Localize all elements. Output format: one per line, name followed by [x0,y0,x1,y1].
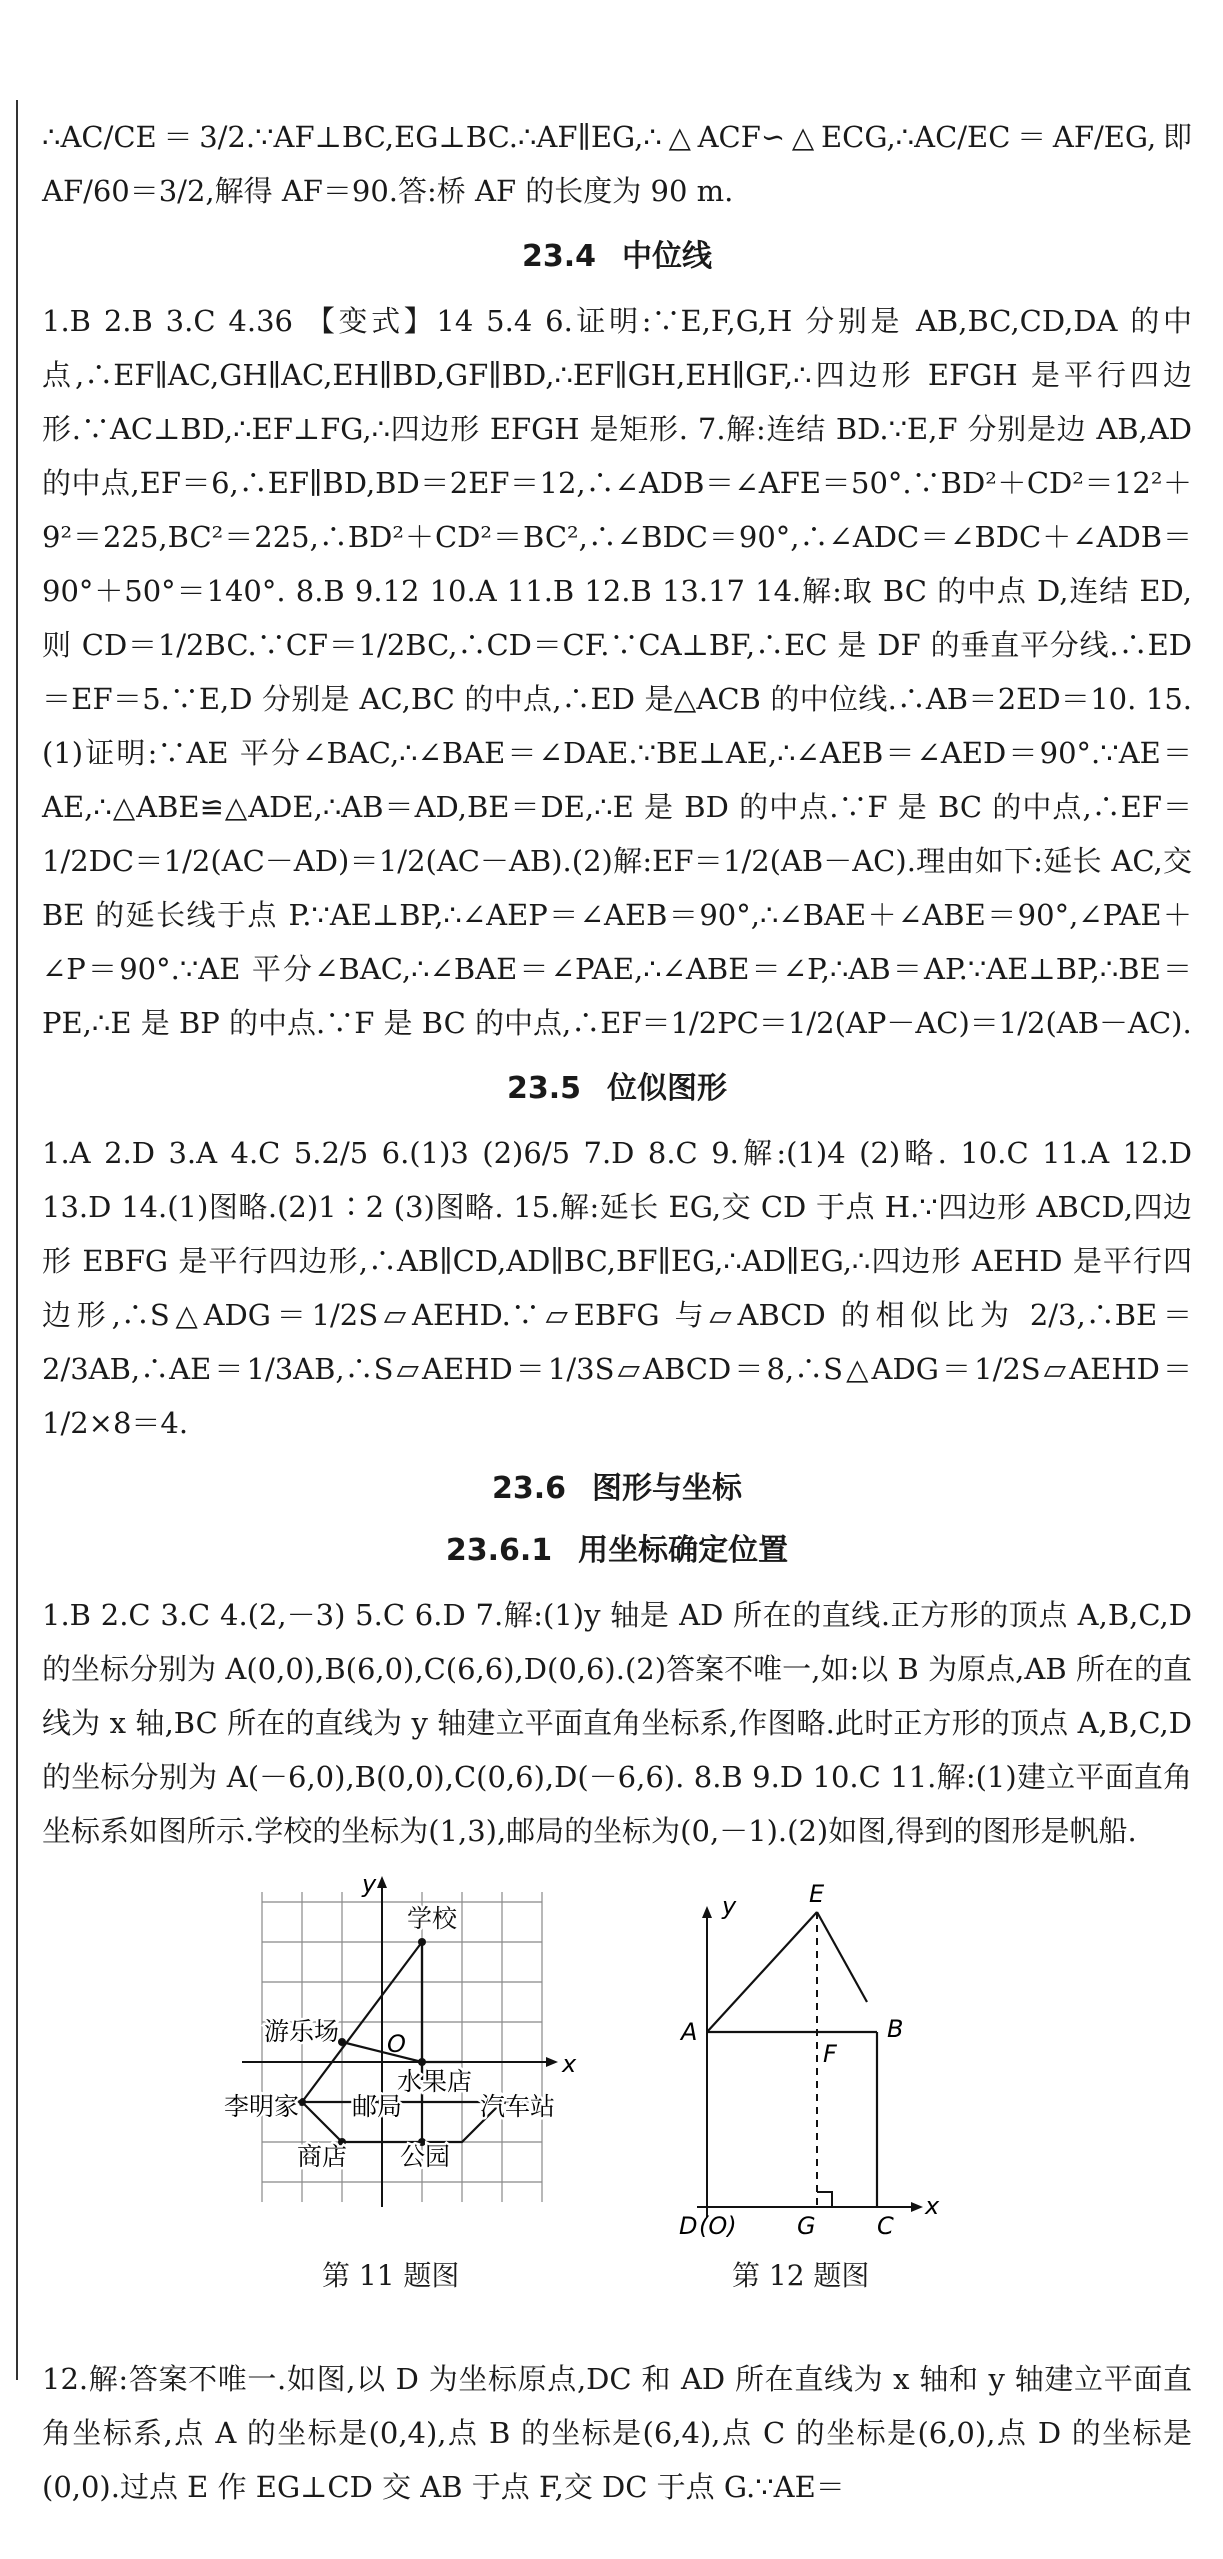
paragraph-question-12: 12.解:答案不唯一.如图,以 D 为坐标原点,DC 和 AD 所在直线为 x 轴和 y 轴建立平面直角坐标系,点 A 的坐标是(0,4),点 B 的坐标是(6,4),点 C 的坐标是(6,0),点 D 的坐标是(0,0).过点 E 作 EG⊥CD 交 AB 于点 F,交 DC 于点 G.∵AE＝ [42,2362,1192,2504]
label-x: x [562,2050,577,2078]
figure-11 [222,1872,642,2316]
label-G: G [797,2212,816,2240]
x-axis-arrow [546,2057,558,2067]
section-heading-23-6-1: 23.6.1 用坐标确定位置 [445,1533,789,1568]
page-left-rule [16,100,18,2380]
x-axis-arrow [911,2202,923,2212]
label-bus-station: 汽车站 [480,2092,556,2121]
label-E: E [809,1880,825,1908]
label-school: 学校 [407,1904,458,1933]
label-A: A [681,2018,698,2046]
label-C: C [877,2212,894,2240]
house-shape [707,1912,877,2207]
figure-12-caption: 第 12 题图 [732,2259,870,2292]
label-F: F [823,2040,837,2068]
figure-11-caption: 第 11 题图 [322,2259,460,2292]
paragraph-23-4-answers: 1.B 2.B 3.C 4.36 【变式】14 5.4 6.证明:∵E,F,G,H 分别是 AB,BC,CD,DA 的中点,∴EF∥AC,GH∥AC,EH∥BD,GF∥BD,∴EF∥GH,EH∥GF,∴四边形 EFGH 是平行四边形.∵AC⊥BD,∴EF⊥FG,∴四边形 EFGH 是矩形. 7.解:连结 BD.∵E,F 分别是边 AB,AD 的中点,EF＝6,∴EF∥BD,BD＝2EF＝12,∴∠ADB＝∠AFE＝50°.∵BD²＋CD²＝12²＋9²＝225,BC²＝225,∴BD²＋CD²＝BC²,∴∠BDC＝90°,∴∠ADC＝∠BDC＋∠ADB＝90°＋50°＝140°. 8.B 9.12 10.A 11.B 12.B 13.17 14.解:取 BC 的中点 D,连结 ED,则 CD＝1/2BC.∵CF＝1/2BC,∴CD＝CF.∵CA⊥BF,∴EC 是 DF 的垂直平分线.∴ED＝EF＝5.∵E,D 分别是 AC,BC 的中点,∴ED 是△ACB 的中位线.∴AB＝2ED＝10. 15.(1)证明:∵AE 平分∠BAC,∴∠BAE＝∠DAE.∵BE⊥AE,∴∠AEB＝∠AED＝90°.∵AE＝AE,∴△ABE≌△ADE,∴AB＝AD,BE＝DE,∴E 是 BD 的中点.∵F 是 BC 的中点,∴EF＝1/2DC＝1/2(AC－AD)＝1/2(AC－AB).(2)解:EF＝1/2(AB－AC).理由如下:延长 AC,交 BE 的延长线于点 P.∵AE⊥BP,∴∠AEP＝∠AEB＝90°,∴∠BAE＋∠ABE＝90°,∠PAE＋∠P＝90°.∵AE 平分∠BAC,∴∠BAE＝∠PAE,∴∠ABE＝∠P,∴AB＝AP.∵AE⊥BP,∴BE＝PE,∴E 是 BP 的中点.∵F 是 BC 的中点,∴EF＝1/2PC＝1/2(AP－AC)＝1/2(AB－AC). [42,304,1192,1040]
label-origin: O [387,2030,406,2058]
label-y: y [362,1872,377,1898]
y-axis-arrow [377,1876,387,1888]
right-angle-mark [817,2192,832,2207]
figure-12 [667,1872,987,2316]
label-x: x [925,2192,940,2220]
paragraph-continued-answer: ∴AC/CE＝3/2.∵AF⊥BC,EG⊥BC.∴AF∥EG,∴△ACF∽△ECG,∴AC/EC＝AF/EG,即 AF/60＝3/2,解得 AF＝90.答:桥 AF 的长度为 90 m. [42,120,1192,208]
label-B: B [887,2015,904,2043]
label-fruit-shop: 水果店 [397,2067,473,2096]
figure-11-diagram [222,1872,642,2312]
figures-row [42,1872,1192,2342]
paragraph-23-5-answers: 1.A 2.D 3.A 4.C 5.2/5 6.(1)3 (2)6/5 7.D 8.C 9.解:(1)4 (2)略. 10.C 11.A 12.D 13.D 14.(1)图略.(2)1∶2 (3)图略. 15.解:延长 EG,交 CD 于点 H.∵四边形 ABCD,四边形 EBFG 是平行四边形,∴AB∥CD,AD∥BC,BF∥EG,∴AD∥EG,∴四边形 AEHD 是平行四边形,∴S△ADG＝1/2S▱AEHD.∵▱EBFG 与▱ABCD 的相似比为 2/3,∴BE＝2/3AB,∴AE＝1/3AB,∴S▱AEHD＝1/3S▱ABCD＝8,∴S△ADG＝1/2S▱AEHD＝1/2×8＝4. [42,1136,1192,1440]
figure-12-diagram [667,1872,987,2312]
label-li-home: 李明家 [224,2092,300,2121]
section-heading-23-5: 23.5 位似图形 [506,1071,728,1106]
label-park: 公园 [400,2142,451,2171]
label-shop: 商店 [297,2142,348,2171]
section-heading-23-4: 23.4 中位线 [521,239,713,274]
label-D: D [679,2212,698,2240]
paragraph-23-6-1-answers: 1.B 2.C 3.C 4.(2,－3) 5.C 6.D 7.解:(1)y 轴是 AD 所在的直线.正方形的顶点 A,B,C,D 的坐标分别为 A(0,0),B(6,0),C(6,6),D(0,6).(2)答案不唯一,如:以 B 为原点,AB 所在的直线为 x 轴,BC 所在的直线为 y 轴建立平面直角坐标系,作图略.此时正方形的顶点 A,B,C,D 的坐标分别为 A(－6,0),B(0,0),C(0,6),D(－6,6). 8.B 9.D 10.C 11.解:(1)建立平面直角坐标系如图所示.学校的坐标为(1,3),邮局的坐标为(0,－1).(2)如图,得到的图形是帆船. [42,1598,1192,1848]
label-amusement-park: 游乐场 [264,2017,340,2046]
label-y: y [722,1892,737,1920]
label-post-office: 邮局 [352,2092,403,2121]
answer-content [42,110,1192,2528]
label-O: (O) [699,2212,737,2240]
y-axis-arrow [702,1906,712,1918]
section-heading-23-6: 23.6 图形与坐标 [491,1471,743,1506]
